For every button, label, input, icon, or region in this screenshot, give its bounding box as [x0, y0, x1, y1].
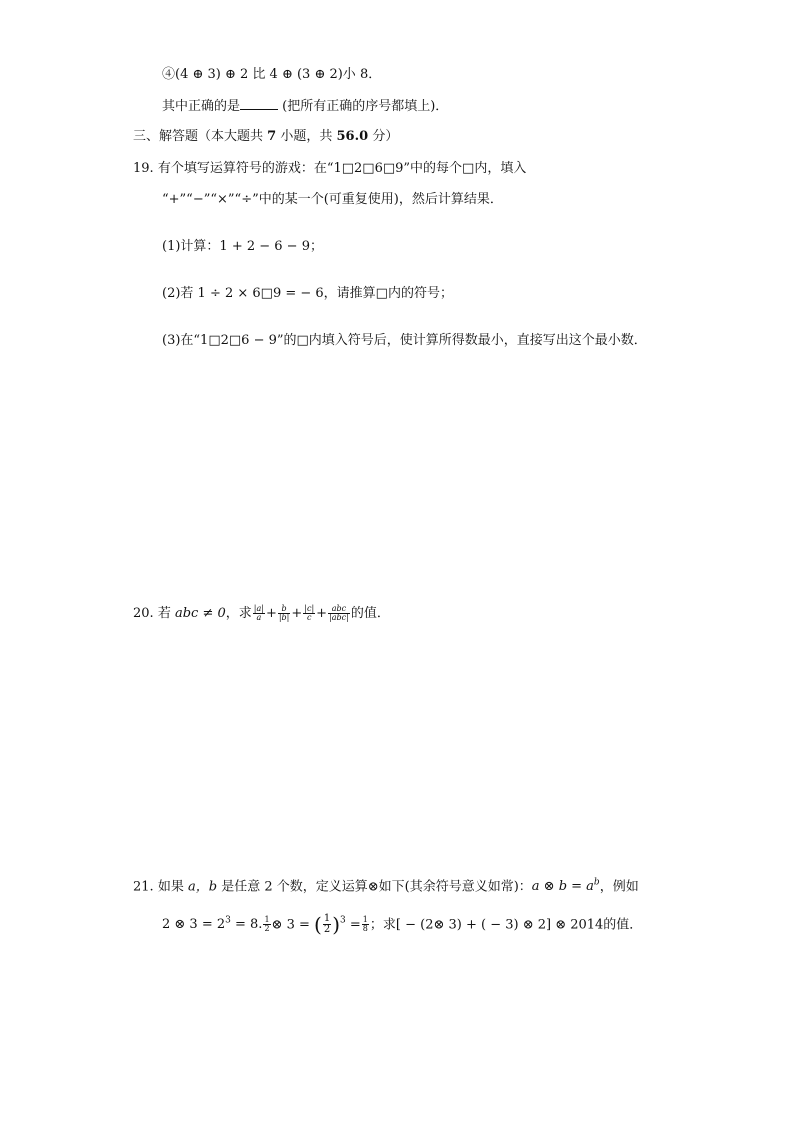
prev-answer-prompt-a: 其中正确的是: [162, 99, 241, 114]
q21-line1-a: 如果: [157, 879, 184, 895]
q20-plus-2: +: [291, 606, 303, 621]
q21-line1: [133, 874, 639, 896]
q19-stem-line1: [133, 160, 526, 178]
section-heading-c: 分）: [372, 129, 399, 144]
q21-line2-e: ；求[ − (2⊗ 3) + ( − 3) ⊗ 2] ⊗ 2014的值．: [369, 917, 643, 933]
q20-text-a: 若: [157, 606, 171, 621]
q21-example-1: 2 ⊗ $3 = 2^3 = 8$.: [162, 916, 263, 933]
q21-line2-c: ⊗ 3 =: [271, 917, 310, 933]
q21-line1-b: 是任意 2 个数，定义运算⊗如下(其余符号意义如常)：: [221, 879, 532, 895]
q20-plus-1: +: [265, 606, 277, 621]
q20-condition: abc ≠ 0: [174, 606, 226, 621]
q19-part1: (1)计算：1 + 2 − 6 − 9；: [162, 239, 323, 254]
q21-definition: a ⊗ $b = a^b$: [531, 878, 600, 895]
section-heading-b: 小题，共: [280, 129, 333, 144]
section-score: 56.0: [336, 129, 369, 144]
q19-number: 19.: [133, 161, 154, 176]
prev-answer-prompt: [162, 97, 448, 116]
q20-number: 20.: [133, 606, 154, 621]
q20-plus-3: +: [316, 606, 328, 621]
q19-part2: (2)若 1 ÷ 2 × 6□9 = − 6，请推算□内的符号；: [162, 286, 453, 301]
q19-stem-line2: “+”“−”“×”“÷”中的某一个(可重复使用)，然后计算结果．: [162, 192, 503, 207]
answer-blank[interactable]: [240, 97, 278, 110]
prev-item-4: ④(4 ⊕ 3) ⊕ 2 比 4 ⊕ (3 ⊕ 2)小 8．: [162, 67, 382, 82]
q20-fraction-1: $\frac{|a|}{a}$: [253, 604, 264, 622]
q21-line1-vars: a，b: [187, 879, 218, 895]
section-heading: [133, 128, 398, 146]
q19-stem-text1: 有个填写运算符号的游戏：在“1□2□6□9”中的每个□内，填入: [157, 161, 527, 176]
q20-fraction-3: $\frac{|c|}{c}$: [304, 604, 315, 622]
q21-line2-d: =: [349, 917, 361, 933]
q21-number: 21.: [133, 879, 154, 895]
q21-cube: ( $\frac{1}{2}$ )$^3$: [314, 912, 346, 937]
q20-fraction-2: $\frac{b}{|b|}$: [278, 604, 290, 622]
q21-eighth-fraction: $\frac{1}{8}$: [362, 915, 368, 934]
q20-text-b: ，求: [225, 606, 252, 621]
q21-line1-c: ，例如: [599, 879, 639, 895]
prev-answer-prompt-b: (把所有正确的序号都填上)．: [282, 99, 449, 114]
q19-part3: (3)在“1□2□6 − 9”的□内填入符号后，使计算所得数最小，直接写出这个最小数．: [162, 333, 647, 348]
q21-line2: [162, 908, 642, 938]
section-heading-a: 三、解答题（本大题共: [133, 129, 264, 144]
q20-fraction-4: $\frac{\text{abc}}{\text{|abc|}}$: [329, 604, 349, 622]
q20-line: [133, 602, 390, 626]
q20-text-c: 的值．: [350, 606, 390, 621]
section-count: 7: [267, 129, 277, 144]
q21-half-fraction: $\frac{1}{2}$: [264, 915, 270, 934]
